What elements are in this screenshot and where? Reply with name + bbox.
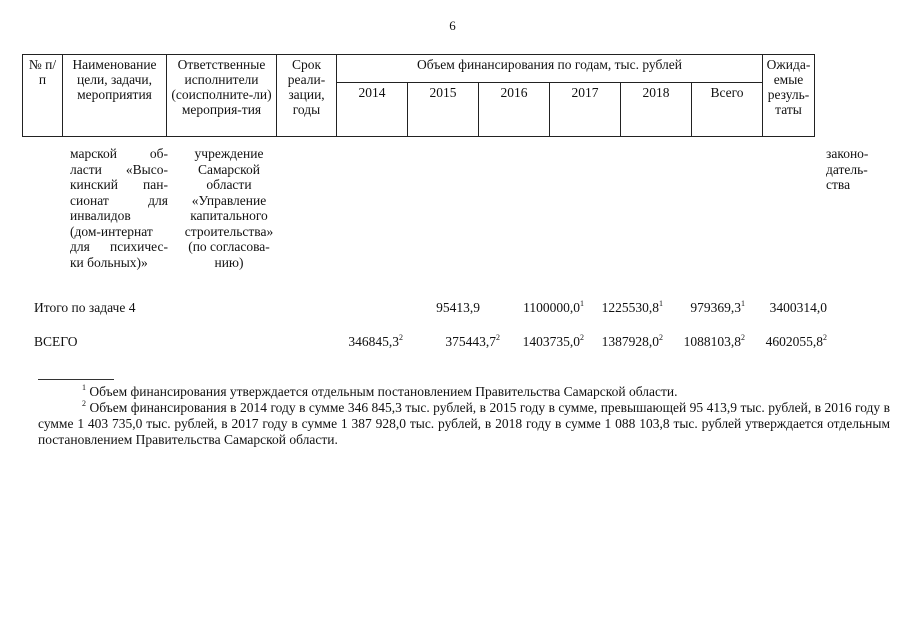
row-results-cell bbox=[826, 146, 882, 193]
exec-line: нию) bbox=[214, 254, 244, 270]
grand-total-all: 4602055,8$^2$ bbox=[765, 333, 827, 349]
exec-line: учреждение bbox=[194, 146, 264, 161]
exec-line: области bbox=[206, 177, 252, 192]
name-line: (дом-интернат bbox=[70, 223, 153, 239]
grand-total-2015: 375443,7$^2$ bbox=[445, 333, 500, 349]
grand-total-2018: 1088103,8$^2$ bbox=[683, 333, 745, 349]
task4-2016: 1100000,0$^1$ bbox=[523, 299, 584, 315]
header-total: Всего bbox=[692, 83, 763, 137]
header-year-2017: 2017 bbox=[550, 83, 621, 137]
footnote-1 bbox=[38, 384, 890, 400]
grand-total-label: ВСЕГО bbox=[34, 334, 78, 349]
footnotes bbox=[38, 384, 890, 448]
name-line: ки больных)» bbox=[70, 254, 148, 270]
header-year-2014: 2014 bbox=[337, 83, 408, 137]
footnote-2-mark: 2 bbox=[82, 399, 86, 408]
task4-2017: 1225530,8$^1$ bbox=[601, 299, 663, 315]
exec-line: капитального bbox=[190, 208, 268, 223]
header-name: Наименование цели, задачи, мероприятия bbox=[63, 55, 167, 137]
name-line: ласти «Высо- bbox=[70, 161, 168, 177]
header-year-2016: 2016 bbox=[479, 83, 550, 137]
grand-total-2016: 1403735,0$^2$ bbox=[522, 333, 584, 349]
header-term: Срок реали-зации, годы bbox=[277, 55, 337, 137]
task4-2015: 95413,9 bbox=[436, 300, 480, 315]
header-year-2015: 2015 bbox=[408, 83, 479, 137]
exec-line: строительства» bbox=[184, 223, 274, 239]
task4-total-label: Итого по задаче 4 bbox=[34, 300, 136, 315]
name-line: сионат для bbox=[70, 192, 168, 208]
row-name-cell bbox=[70, 146, 168, 270]
footnote-1-mark: 1 bbox=[82, 383, 86, 392]
name-line: кинский пан- bbox=[70, 177, 168, 192]
result-line: законо- bbox=[826, 146, 869, 161]
footnote-2-text: Объем финансирования в 2014 году в сумме 346 845,3 тыс. рублей, в 2015 году в сумме, превышающей 95 413,9 тыс. рублей, в 2016 году в сумме 1 403 735,0 тыс. рублей, в 2017 году в сумме 1 387 928,0 тыс. рублей, в 2018 году в сумме 1 088 103,8 тыс. рублей утверждается отдельным постановлением Правительства Самарской области. bbox=[38, 400, 891, 447]
page-number: 6 bbox=[449, 18, 456, 33]
result-line: датель- bbox=[826, 161, 868, 177]
footnote-2 bbox=[38, 400, 890, 448]
row-executors-cell bbox=[173, 146, 285, 270]
name-line: для психичес- bbox=[70, 239, 168, 254]
name-line: марской об- bbox=[70, 146, 168, 161]
task4-total: 3400314,0 bbox=[769, 300, 827, 315]
program-table-header bbox=[22, 54, 815, 137]
footnote-1-text: Объем финансирования утверждается отдельным постановлением Правительства Самарской области. bbox=[89, 384, 678, 399]
result-line: ства bbox=[826, 177, 851, 192]
task4-2018: 979369,3$^1$ bbox=[690, 299, 745, 315]
exec-line: Самарской bbox=[197, 161, 261, 177]
exec-line: (по согласова- bbox=[188, 239, 270, 254]
header-results: Ожида-емые резуль-таты bbox=[763, 55, 815, 137]
grand-total-2014: 346845,3$^2$ bbox=[348, 333, 403, 349]
grand-total-2017: 1387928,0$^2$ bbox=[601, 333, 663, 349]
header-financing: Объем финансирования по годам, тыс. рублей bbox=[337, 55, 763, 83]
footnote-divider bbox=[38, 379, 114, 380]
name-line: инвалидов bbox=[70, 208, 131, 223]
header-number: № п/п bbox=[23, 55, 63, 137]
header-year-2018: 2018 bbox=[621, 83, 692, 137]
header-executors: Ответственные исполнители (соисполните-ли) мероприя-тия bbox=[167, 55, 277, 137]
exec-line: «Управление bbox=[191, 192, 267, 208]
